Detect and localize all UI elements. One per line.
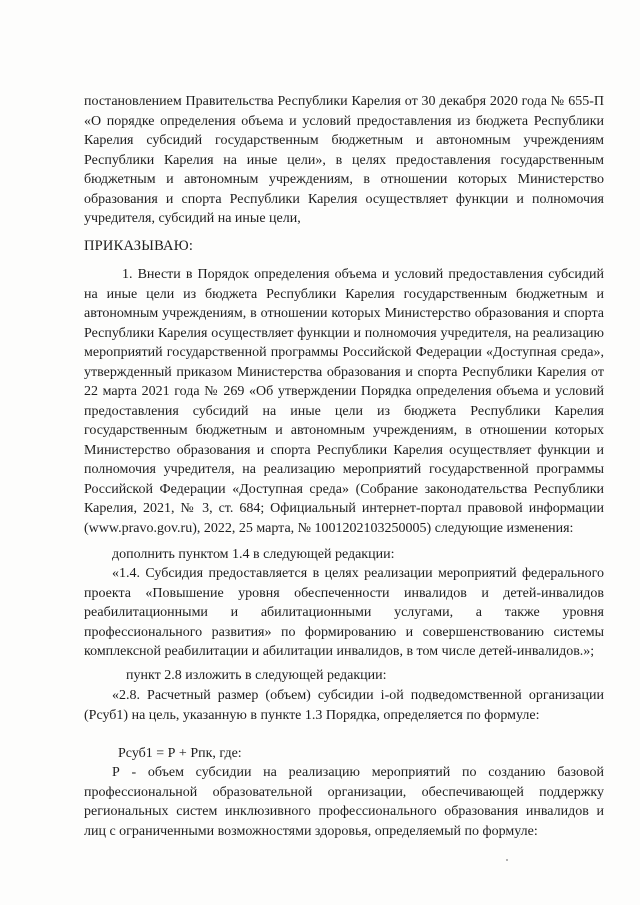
point-1-4-paragraph: «1.4. Субсидия предоставляется в целях реализации мероприятий федерального проекта «Повышение уровня обеспеченности инвалидов и детей-инвалидов реабилитационными и абилитационными услугами, а также уровня профессионального развития» по формированию и совершенствованию системы комплексной реабилитации и абилитации инвалидов, в том числе детей-инвалидов.»;	[84, 566, 604, 659]
formula-line: Рсуб1 = Р + Рпк, где:	[118, 746, 242, 761]
point-2-8-intro-line: пункт 2.8 изложить в следующей редакции:	[126, 668, 387, 683]
intro-paragraph: постановлением Правительства Республики Карелия от 30 декабря 2020 года № 655-П «О порядке определения объема и условий предоставления из бюджета Республики Карелия субсидий государственным бюджетным и автономным учреждениям Республики Карелия на иные цели», в целях предоставления государственным бюджетным и автономным учреждениям, в отношении которых Министерство образования и спорта Республики Карелия осуществляет функции и полномочия учредителя, субсидий на иные цели,	[84, 94, 604, 226]
item-1-paragraph: 1. Внести в Порядок определения объема и условий предоставления субсидий на иные цели из бюджета Республики Карелия государственным бюджетным и автономным учреждениям, в отношении которых Министерство образования и спорта Республики Карелия осуществляет функции и полномочия учредителя, на реализацию мероприятий государственной программы Российской Федерации «Доступная среда», утвержденный приказом Министерства образования и спорта Республики Карелия от 22 марта 2021 года № 269 «Об утверждении Порядка определения объема и условий предоставления субсидий на иные цели из бюджета Республики Карелия государственным бюджетным и автономным учреждениям, в отношении которых Министерство образования и спорта Республики Карелия осуществляет функции и полномочия учредителя, на реализацию мероприятий государственной программы Российской Федерации «Доступная среда» (Собрание законодательства Республики Карелия, 2021, № 3, ст. 684; Официальный интернет-портал правовой информации (www.pravo.gov.ru), 2022, 25 марта, № 1001202103250005) следующие изменения:	[84, 267, 604, 536]
p-definition-paragraph: Р - объем субсидии на реализацию мероприятий по созданию базовой профессиональной образовательной организации, обеспечивающей поддержку региональных систем инклюзивного профессионального образования инвалидов и лиц с ограниченными возможностями здоровья, определяемый по формуле:	[84, 765, 604, 839]
add-point-line: дополнить пунктом 1.4 в следующей редакции:	[112, 547, 395, 562]
order-heading: ПРИКАЗЫВАЮ:	[84, 238, 194, 254]
scan-speck	[506, 859, 508, 861]
point-2-8-paragraph: «2.8. Расчетный размер (объем) субсидии i-ой подведомственной организации (Рсуб1) на цель, указанную в пункте 1.3 Порядка, определяется по формуле:	[84, 688, 604, 723]
